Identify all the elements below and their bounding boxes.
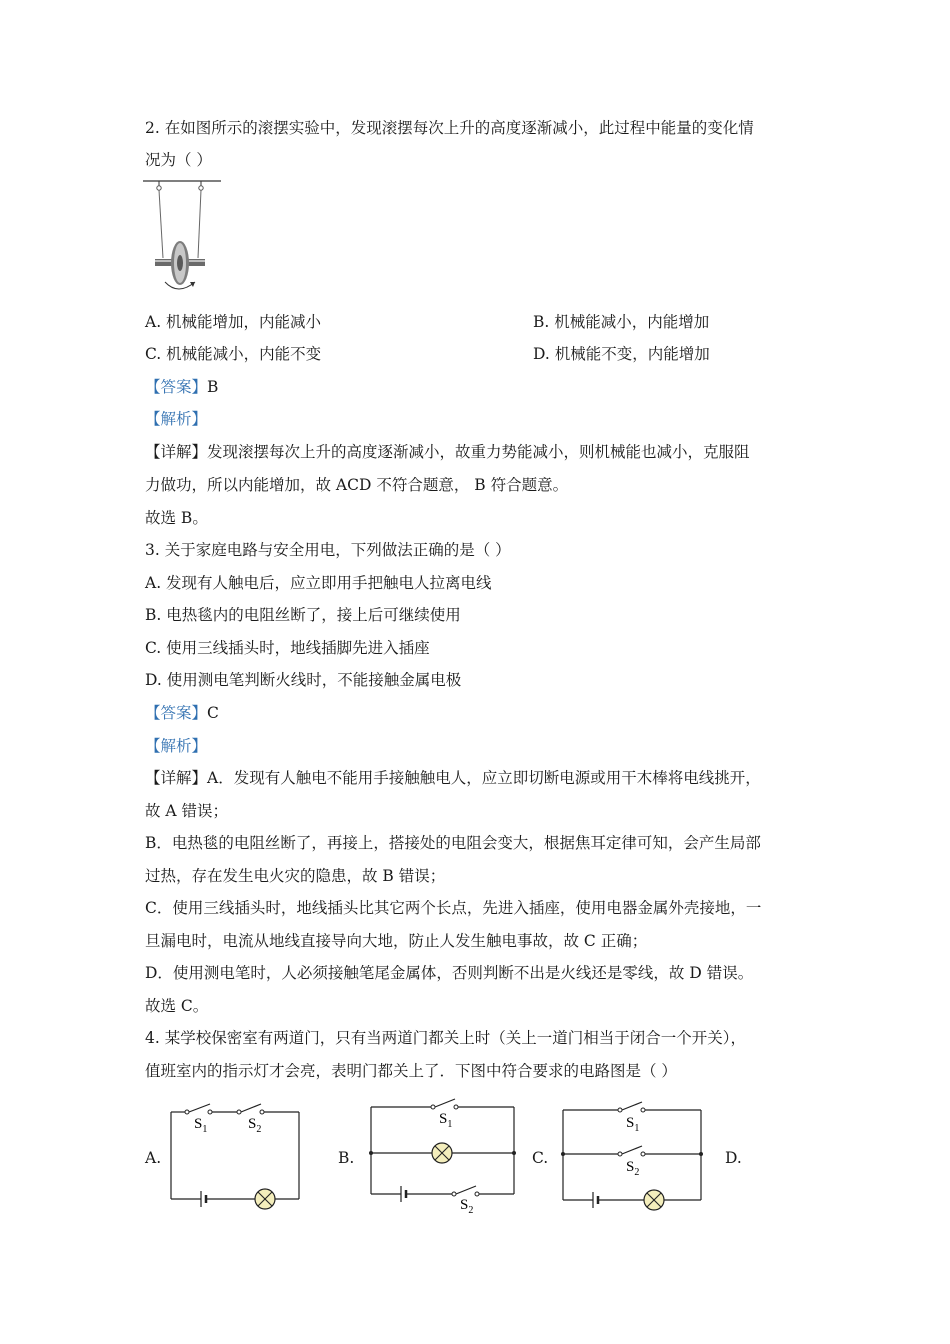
q2-stem-line1: 2. 在如图所示的滚摆实验中，发现滚摆每次上升的高度逐渐减小，此过程中能量的变化情 xyxy=(145,119,754,137)
q3-option-b[interactable]: B. 电热毯内的电阻丝断了，接上后可继续使用 xyxy=(145,606,461,624)
circuit-b-diagram[interactable] xyxy=(368,1098,520,1216)
q3-stem: 3. 关于家庭电路与安全用电，下列做法正确的是（ ） xyxy=(145,541,511,559)
q4-stem-line1: 4. 某学校保密室有两道门，只有当两道门都关上时（关上一道门相当于闭合一个开关）， xyxy=(145,1029,746,1047)
switch-letter: S xyxy=(439,1111,448,1127)
q3-detail-line7: D．使用测电笔时，人必须接触笔尾金属体，否则判断不出是火线还是零线，故 D 错误。 xyxy=(145,964,754,982)
q4-option-c-label[interactable]: C. xyxy=(532,1149,549,1167)
circuit-a-s2-label xyxy=(248,1116,261,1135)
answer-value: C xyxy=(207,704,219,722)
answer-tag: 【答案】 xyxy=(145,704,208,722)
detail-text: 发现滚摆每次上升的高度逐渐减小，故重力势能减小，则机械能也减小，克服阻 xyxy=(207,443,750,461)
q2-answer xyxy=(145,376,218,398)
analysis-tag: 【解析】 xyxy=(145,737,208,755)
switch-letter: S xyxy=(460,1197,469,1213)
q2-analysis xyxy=(145,408,207,430)
q3-detail-line2: 故 A 错误； xyxy=(145,802,229,820)
q3-option-a[interactable]: A. 发现有人触电后，应立即用手把触电人拉离电线 xyxy=(145,574,492,592)
circuit-c-s1-label xyxy=(626,1115,639,1134)
q3-detail-line4: 过热，存在发生电火灾的隐患，故 B 错误； xyxy=(145,867,446,885)
circuit-a-diagram[interactable] xyxy=(168,1098,304,1210)
q3-option-c[interactable]: C. 使用三线插头时，地线插脚先进入插座 xyxy=(145,639,430,657)
answer-value: B xyxy=(207,378,219,396)
q2-option-a[interactable]: A. 机械能增加，内能减小 xyxy=(145,313,322,331)
switch-subscript: 2 xyxy=(468,1205,474,1216)
q3-analysis xyxy=(145,735,207,757)
q3-detail-line3: B．电热毯的电阻丝断了，再接上，搭接处的电阻会变大，根据焦耳定律可知，会产生局部 xyxy=(145,834,761,852)
q2-detail-line1 xyxy=(145,441,750,463)
detail-tag: 【详解】 xyxy=(145,443,208,461)
q4-option-a-label[interactable]: A. xyxy=(145,1149,162,1167)
circuit-a-s1-label xyxy=(194,1116,207,1135)
detail-text: A．发现有人触电不能用手接触触电人，应立即切断电源或用干木棒将电线挑开， xyxy=(207,769,761,787)
analysis-tag: 【解析】 xyxy=(145,410,208,428)
switch-subscript: 2 xyxy=(634,1167,640,1178)
detail-tag: 【详解】 xyxy=(145,769,208,787)
circuit-c-s2-label xyxy=(626,1159,639,1178)
q2-detail-line2: 力做功，所以内能增加，故 ACD 不符合题意， B 符合题意。 xyxy=(145,476,569,494)
switch-letter: S xyxy=(626,1159,635,1175)
answer-tag: 【答案】 xyxy=(145,378,208,396)
q2-stem-line2: 况为（ ） xyxy=(145,151,212,169)
q3-option-d[interactable]: D. 使用测电笔判断火线时，不能接触金属电极 xyxy=(145,671,462,689)
q3-detail-line6: 旦漏电时，电流从地线直接导向大地，防止人发生触电事故，故 C 正确； xyxy=(145,932,648,950)
q3-detail-line5: C．使用三线插头时，地线插头比其它两个长点，先进入插座，使用电器金属外壳接地，一 xyxy=(145,899,762,917)
q2-option-d[interactable]: D. 机械能不变，内能增加 xyxy=(533,345,710,363)
q2-option-c[interactable]: C. 机械能减小，内能不变 xyxy=(145,345,322,363)
switch-letter: S xyxy=(248,1116,257,1132)
circuit-b-s1-label xyxy=(439,1111,452,1130)
q4-option-b-label[interactable]: B. xyxy=(338,1149,355,1167)
circuit-c-diagram[interactable] xyxy=(560,1098,706,1220)
q4-stem-line2: 值班室内的指示灯才会亮，表明门都关上了．下图中符合要求的电路图是（ ） xyxy=(145,1062,677,1080)
q3-detail-line1 xyxy=(145,767,761,789)
switch-subscript: 1 xyxy=(202,1124,208,1135)
q4-option-d-label[interactable]: D. xyxy=(725,1149,742,1167)
q2-conclusion: 故选 B。 xyxy=(145,509,208,527)
q3-answer xyxy=(145,702,219,724)
switch-letter: S xyxy=(626,1115,635,1131)
rolling-pendulum-figure xyxy=(143,178,221,306)
switch-letter: S xyxy=(194,1116,203,1132)
circuit-b-s2-label xyxy=(460,1197,473,1216)
q3-conclusion: 故选 C。 xyxy=(145,997,209,1015)
switch-subscript: 1 xyxy=(634,1123,640,1134)
switch-subscript: 1 xyxy=(447,1119,453,1130)
q2-option-b[interactable]: B. 机械能减小，内能增加 xyxy=(533,313,710,331)
switch-subscript: 2 xyxy=(256,1124,262,1135)
